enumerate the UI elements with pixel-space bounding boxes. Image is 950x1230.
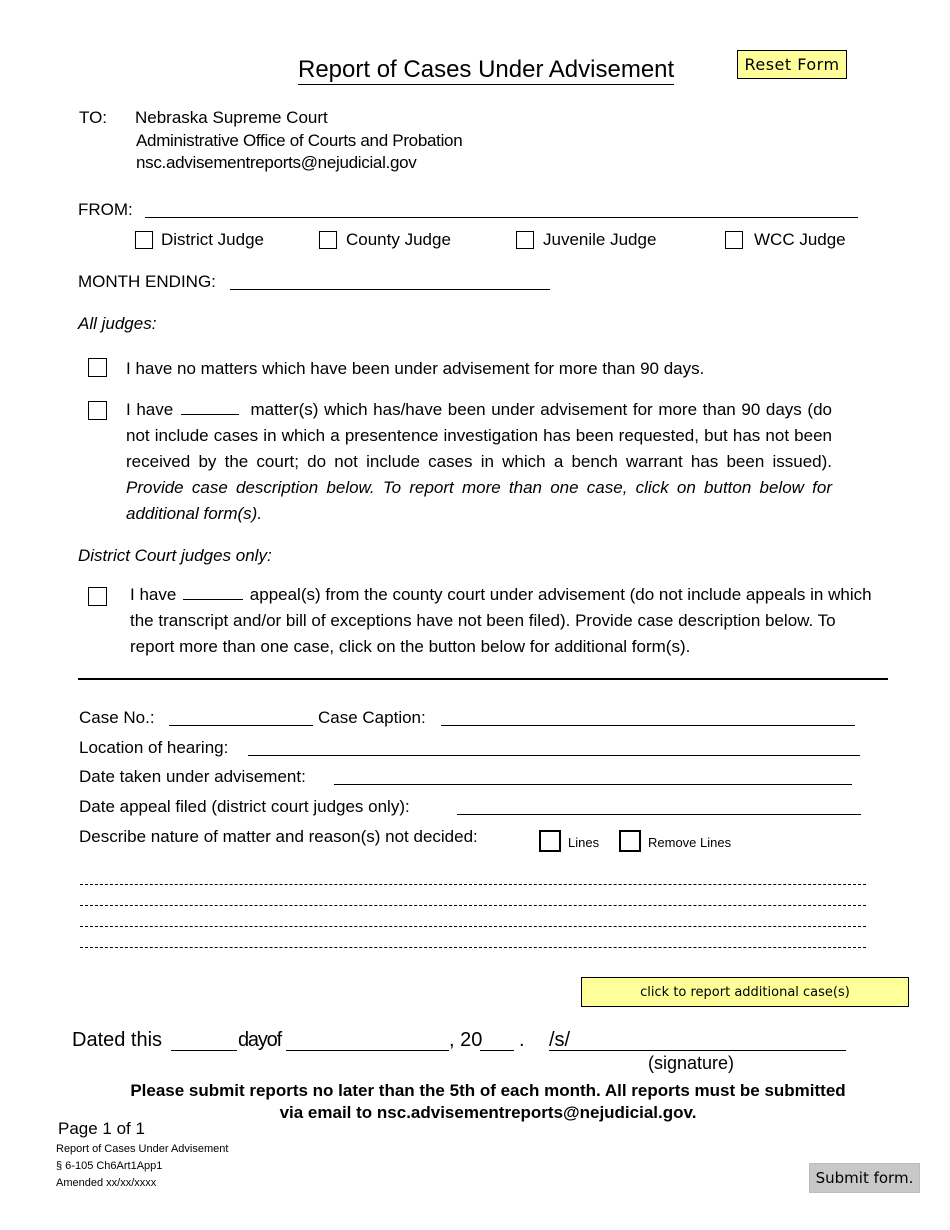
have-matters-body: matter(s) which has/have been under advisement for more than 90 days (do not include cases in which a presentence investigation has been requested, but has not been received by the court; do not include cases in which a bench warrant has been issued). <box>126 400 832 471</box>
district-only-heading: District Court judges only: <box>78 546 272 565</box>
date-taken-field[interactable] <box>334 784 852 785</box>
date-appeal-label: Date appeal filed (district court judges only): <box>79 797 410 816</box>
month-ending-field[interactable] <box>230 289 550 290</box>
wcc-judge-label: WCC Judge <box>754 230 846 249</box>
description-line <box>80 884 866 885</box>
no-matters-checkbox[interactable] <box>88 358 107 377</box>
section-divider <box>78 678 888 680</box>
date-appeal-field[interactable] <box>457 814 861 815</box>
description-line <box>80 926 866 927</box>
case-no-label: Case No.: <box>79 708 155 727</box>
submit-notice-line1: Please submit reports no later than the 5th of each month. All reports must be submitted <box>130 1081 846 1100</box>
appeals-checkbox[interactable] <box>88 587 107 606</box>
description-area[interactable] <box>80 877 866 959</box>
year-field[interactable] <box>480 1050 514 1051</box>
month-field[interactable] <box>286 1050 449 1051</box>
additional-cases-button[interactable]: click to report additional case(s) <box>581 977 909 1007</box>
juvenile-judge-checkbox[interactable] <box>516 231 534 249</box>
dated-this-label: Dated this <box>72 1029 163 1051</box>
case-caption-label: Case Caption: <box>318 708 426 727</box>
lines-checkbox[interactable] <box>539 830 561 852</box>
wcc-judge-checkbox[interactable] <box>725 231 743 249</box>
appeals-prefix: I have <box>130 585 177 604</box>
to-line-court: Nebraska Supreme Court <box>135 108 328 127</box>
signature-prefix: /s/ <box>549 1029 571 1051</box>
day-field[interactable] <box>171 1050 237 1051</box>
description-line <box>80 947 866 948</box>
all-judges-heading: All judges: <box>78 314 157 333</box>
reset-form-button[interactable]: Reset Form <box>737 50 847 79</box>
case-caption-field[interactable] <box>441 725 855 726</box>
from-label: FROM: <box>78 200 133 219</box>
submit-form-button[interactable]: Submit form. <box>809 1163 920 1193</box>
have-matters-instructions: Provide case description below. To report more than one case, click on button below for additional form(s). <box>126 478 832 523</box>
to-line-office: Administrative Office of Courts and Probation <box>136 131 463 150</box>
have-matters-checkbox[interactable] <box>88 401 107 420</box>
appeals-body: appeal(s) from the county court under advisement (do not include appeals in which the transcript and/or bill of exceptions have not been filed). Provide case description below. To report more than one case, click on the button below for additional form(s). <box>130 585 872 656</box>
county-judge-checkbox[interactable] <box>319 231 337 249</box>
appeals-count-field[interactable] <box>183 598 243 600</box>
to-line-email: nsc.advisementreports@nejudicial.gov <box>136 153 417 172</box>
signature-field[interactable] <box>549 1050 846 1051</box>
submit-notice-line2: via email to nsc.advisementreports@nejudicial.gov. <box>279 1103 697 1122</box>
lines-label: Lines <box>568 835 600 850</box>
date-taken-label: Date taken under advisement: <box>79 767 306 786</box>
page-number: Page 1 of 1 <box>58 1119 145 1138</box>
county-judge-label: County Judge <box>346 230 451 249</box>
appeals-text <box>130 582 876 660</box>
dated-period: . <box>519 1029 525 1051</box>
remove-lines-checkbox[interactable] <box>619 830 641 852</box>
juvenile-judge-label: Juvenile Judge <box>543 230 657 249</box>
location-label: Location of hearing: <box>79 738 229 757</box>
to-label: TO: <box>79 108 108 127</box>
page-title: Report of Cases Under Advisement <box>298 56 675 83</box>
matters-count-field[interactable] <box>181 413 239 415</box>
month-ending-label: MONTH ENDING: <box>78 272 216 291</box>
no-matters-text: I have no matters which have been under advisement for more than 90 days. <box>126 359 705 378</box>
have-matters-prefix: I have <box>126 400 174 419</box>
day-of-label: dayof <box>238 1029 281 1051</box>
have-matters-text <box>126 397 832 527</box>
from-field[interactable] <box>145 217 858 218</box>
footer-rule: § 6-105 Ch6Art1App1 <box>56 1160 163 1172</box>
description-line <box>80 905 866 906</box>
signature-label: (signature) <box>648 1053 735 1073</box>
location-field[interactable] <box>248 755 860 756</box>
remove-lines-label: Remove Lines <box>648 835 732 850</box>
case-no-field[interactable] <box>169 725 313 726</box>
footer-amended: Amended xx/xx/xxxx <box>56 1177 157 1189</box>
district-judge-label: District Judge <box>161 230 264 249</box>
district-judge-checkbox[interactable] <box>135 231 153 249</box>
footer-form-name: Report of Cases Under Advisement <box>56 1143 229 1155</box>
year-prefix: , 20 <box>449 1029 483 1051</box>
describe-label: Describe nature of matter and reason(s) not decided: <box>79 827 478 846</box>
